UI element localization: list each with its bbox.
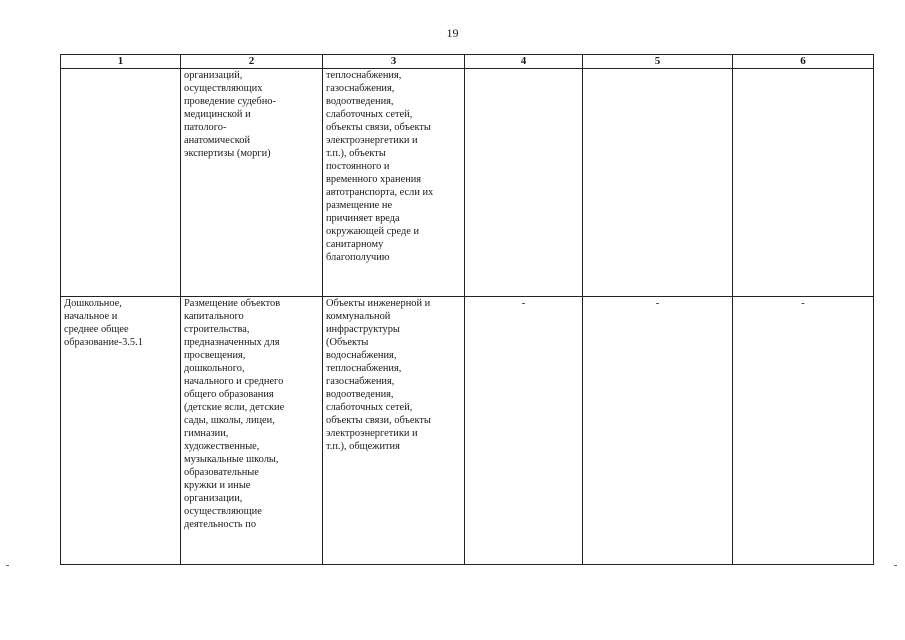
table-cell: [733, 69, 874, 297]
table-cell: [465, 69, 583, 297]
cell-text: организаций, осуществляющих проведение судебно- медицинской и патолого- анатомической экспертизы (морги): [184, 70, 276, 159]
column-header-5: 5: [583, 55, 733, 69]
cell-text: Объекты инженерной и коммунальной инфраструктуры (Объекты водоснабжения, теплоснабжения, газоснабжения, водоотведения, слаботочных сетей, объекты связи, объекты электроэнергетики и т.п.), общежития: [326, 298, 431, 452]
column-header-4: 4: [465, 55, 583, 69]
table-cell: [181, 297, 323, 565]
scan-mark-right: [894, 565, 897, 566]
column-header-3: 3: [323, 55, 465, 69]
cell-text: теплоснабжения, газоснабжения, водоотведения, слаботочных сетей, объекты связи, объекты электроэнергетики и т.п.), объекты постоянного и временного хранения автотранспорта, если их размещение не причиняет вреда окружающей среде и санитарному благополучию: [326, 70, 434, 263]
column-header-1: 1: [61, 55, 181, 69]
table-cell: [323, 69, 465, 297]
document-table: [60, 54, 874, 565]
table-cell: [583, 69, 733, 297]
table-cell: [181, 69, 323, 297]
cell-dash: -: [801, 298, 805, 309]
table-row: [61, 297, 874, 565]
column-header-6: 6: [733, 55, 874, 69]
cell-text: Размещение объектов капитального строительства, предназначенных для просвещения, дошкольного, начального и среднего общего образования (детские ясли, детские сады, школы, лицеи, гимназии, художественные, музыкальные школы, образовательные кружки и иные организации, осуществляющие деятельность по: [184, 298, 285, 530]
scan-mark-left: [6, 565, 9, 566]
cell-dash: -: [521, 298, 526, 309]
column-header-2: 2: [181, 55, 323, 69]
page-number: 19: [446, 26, 459, 40]
table-cell: [733, 297, 874, 565]
table-cell: [583, 297, 733, 565]
table-header-row: [61, 55, 874, 69]
table-cell: [61, 69, 181, 297]
table-cell: [323, 297, 465, 565]
cell-text: Дошкольное, начальное и среднее общее образование-3.5.1: [64, 298, 143, 348]
table-row: [61, 69, 874, 297]
table-cell: [61, 297, 181, 565]
table-cell: [465, 297, 583, 565]
cell-dash: -: [655, 298, 660, 309]
